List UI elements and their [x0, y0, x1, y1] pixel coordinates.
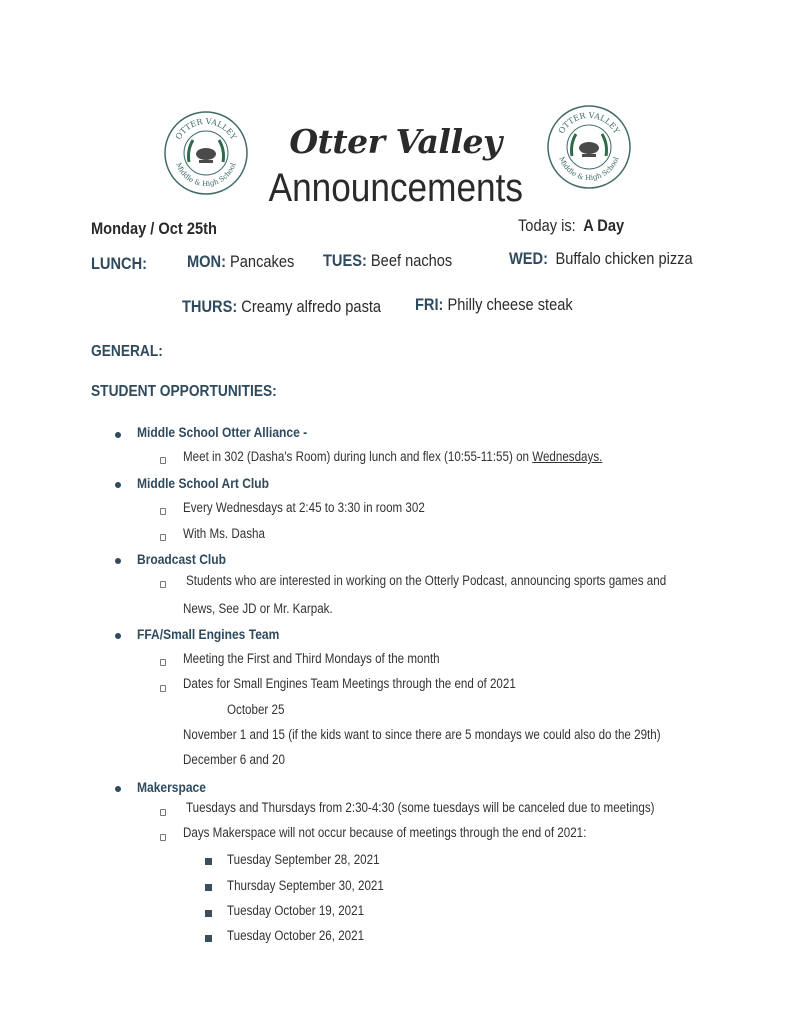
bullet-icon	[115, 482, 121, 488]
logo-text-bottom: Middle & High School	[174, 161, 238, 189]
square-bullet-icon	[205, 910, 212, 917]
alliance-wednesdays-link: Wednesdays.	[532, 449, 603, 464]
lunch-fri	[415, 295, 573, 315]
mon-label: MON:	[187, 252, 226, 271]
mon-menu: Pancakes	[230, 252, 295, 271]
day-type: A Day	[583, 216, 625, 235]
bullet-icon	[115, 786, 121, 792]
ffa-date1: October 25	[227, 702, 285, 717]
bullet-icon	[115, 558, 121, 564]
title-announcements: Announcements	[268, 166, 524, 210]
sub-bullet-icon	[160, 581, 166, 588]
sub-bullet-icon	[160, 659, 166, 666]
makerspace-date: Tuesday September 28, 2021	[227, 852, 380, 867]
sub-bullet-icon	[160, 508, 166, 515]
makerspace-date: Thursday September 30, 2021	[227, 878, 384, 893]
thu-menu: Creamy alfredo pasta	[241, 297, 382, 316]
today-label: Today is:	[518, 216, 576, 235]
sub-bullet-icon	[160, 809, 166, 816]
logo-text-top: OTTER VALLEY	[173, 116, 239, 142]
logo-text-top: OTTER VALLEY	[556, 110, 622, 136]
sub-bullet-icon	[160, 457, 166, 464]
tue-menu: Beef nachos	[370, 251, 453, 270]
lunch-label: LUNCH:	[91, 254, 148, 273]
lunch-wed	[509, 249, 693, 269]
broadcast-line1: Students who are interested in working on the Otterly Podcast, announcing sports games and	[186, 573, 667, 588]
art-line1: Every Wednesdays at 2:45 to 3:30 in room 302	[183, 500, 425, 515]
today-is-label	[518, 216, 624, 236]
ffa-title: FFA/Small Engines Team	[137, 626, 280, 642]
square-bullet-icon	[205, 935, 212, 942]
art-line2: With Ms. Dasha	[183, 526, 265, 541]
makerspace-line1: Tuesdays and Thursdays from 2:30-4:30 (some tuesdays will be canceled due to meetings)	[186, 800, 655, 815]
makerspace-title: Makerspace	[137, 779, 206, 795]
sub-bullet-icon	[160, 834, 166, 841]
wed-label: WED:	[509, 249, 548, 268]
lunch-mon	[187, 252, 294, 272]
tue-label: TUES:	[323, 251, 367, 270]
title-school-name: Otter Valley	[289, 122, 502, 161]
logo-text-bottom: Middle & High School	[557, 155, 621, 183]
date-text: Monday / Oct 25th	[91, 219, 217, 238]
fri-label: FRI:	[415, 295, 444, 314]
sub-bullet-icon	[160, 534, 166, 541]
makerspace-date: Tuesday October 19, 2021	[227, 903, 365, 918]
ffa-line2: Dates for Small Engines Team Meetings through the end of 2021	[183, 676, 516, 691]
bullet-icon	[115, 633, 121, 639]
alliance-line1	[183, 449, 602, 464]
makerspace-line2: Days Makerspace will not occur because of meetings through the end of 2021:	[183, 825, 587, 840]
opportunities-heading: STUDENT OPPORTUNITIES:	[91, 383, 277, 400]
bullet-icon	[115, 432, 121, 438]
square-bullet-icon	[205, 884, 212, 891]
ffa-date3: December 6 and 20	[183, 752, 285, 767]
art-title: Middle School Art Club	[137, 475, 269, 491]
thu-label: THURS:	[182, 297, 238, 316]
ffa-date2: November 1 and 15 (if the kids want to since there are 5 mondays we could also do the 29th)	[183, 727, 661, 742]
ffa-line1: Meeting the First and Third Mondays of the month	[183, 651, 440, 666]
square-bullet-icon	[205, 858, 212, 865]
wed-menu: Buffalo chicken pizza	[555, 249, 693, 268]
lunch-thu	[182, 297, 381, 317]
broadcast-line2: News, See JD or Mr. Karpak.	[183, 601, 333, 616]
lunch-tue	[323, 251, 452, 271]
alliance-title: Middle School Otter Alliance -	[137, 424, 308, 440]
makerspace-date: Tuesday October 26, 2021	[227, 928, 365, 943]
sub-bullet-icon	[160, 685, 166, 692]
broadcast-title: Broadcast Club	[137, 551, 226, 567]
alliance-line1-text: Meet in 302 (Dasha's Room) during lunch and flex (10:55-11:55) on	[183, 449, 533, 464]
general-heading: GENERAL:	[91, 343, 163, 360]
fri-menu: Philly cheese steak	[447, 295, 573, 314]
